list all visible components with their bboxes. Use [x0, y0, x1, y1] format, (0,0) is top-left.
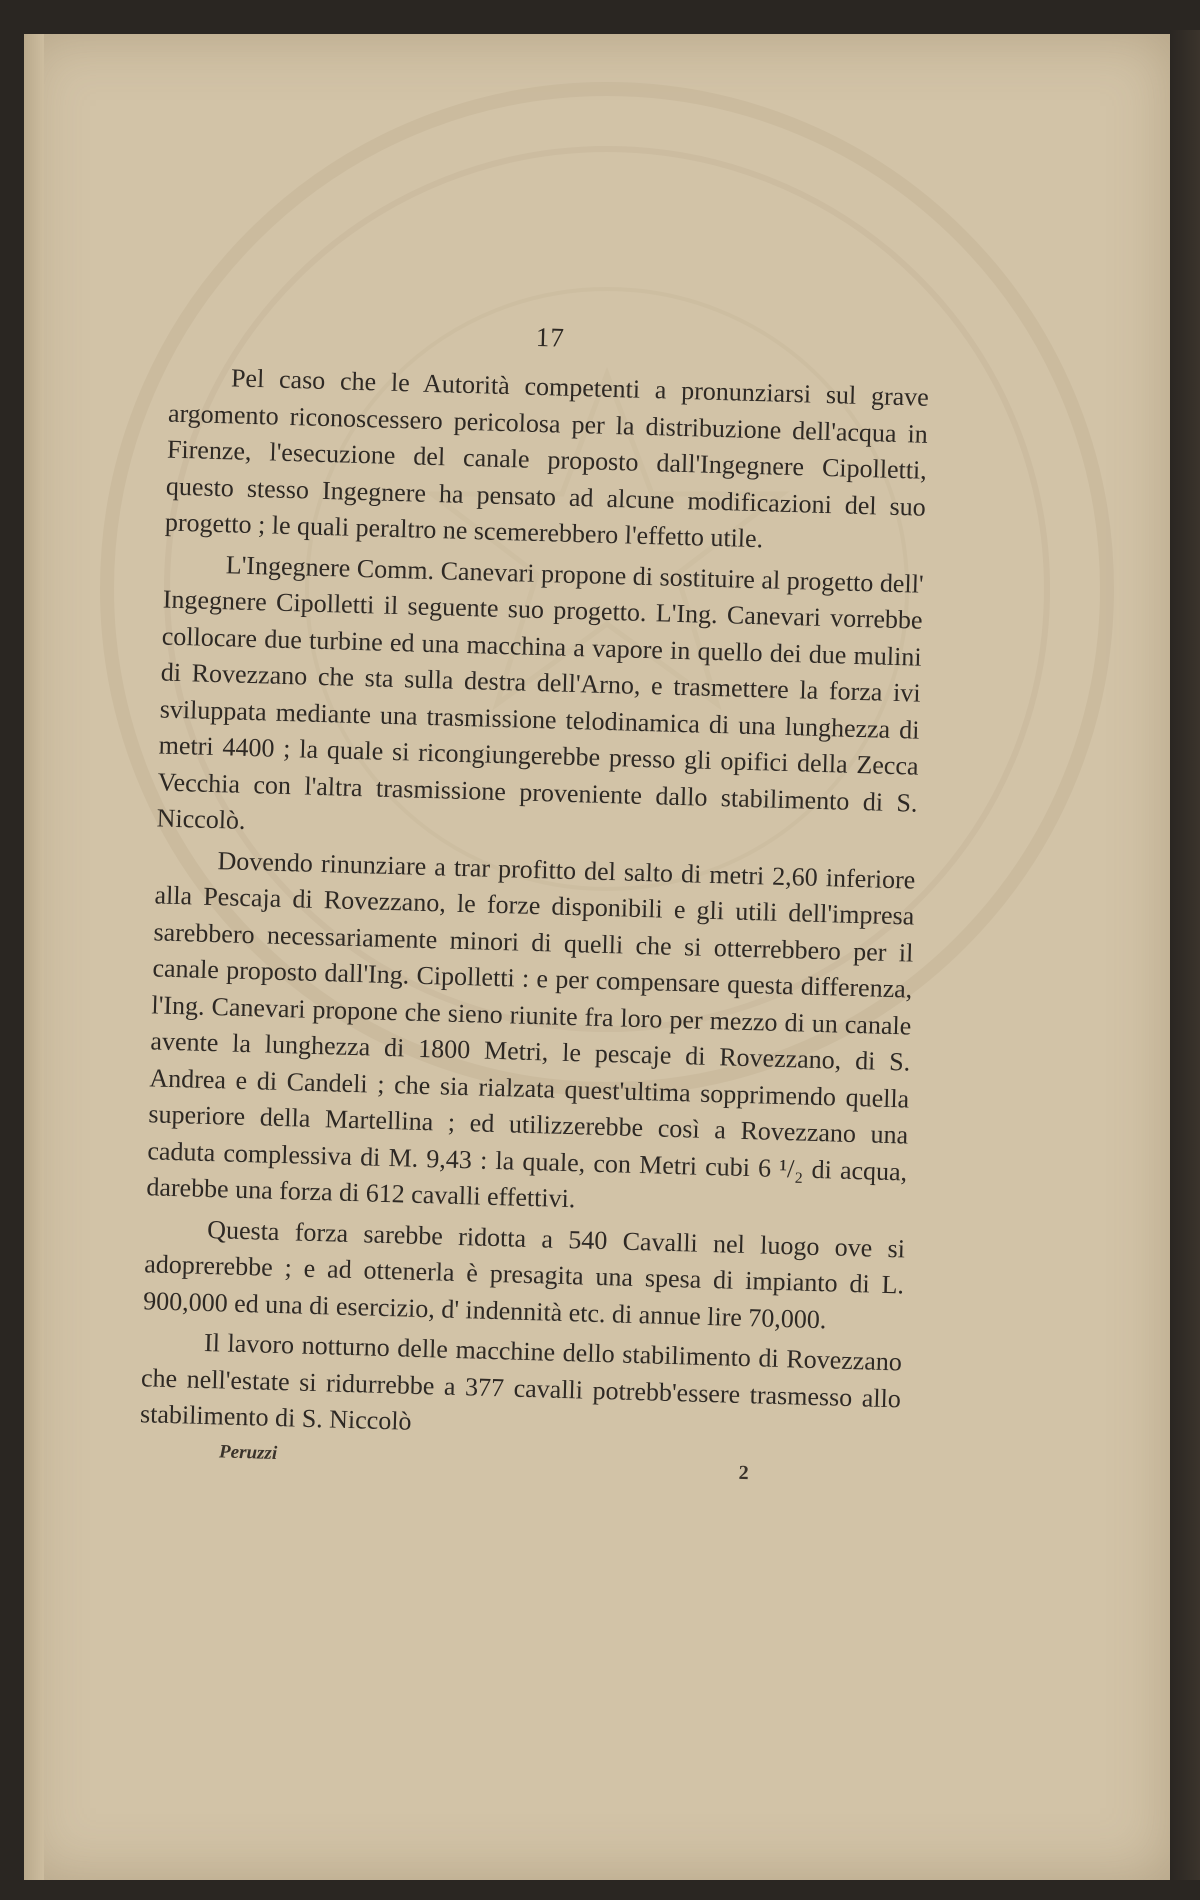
paragraph-1: Pel caso che le Autorità competenti a pronunziarsi sul grave argomento riconoscessero pericolosa per la distribuzione dell'acqua in Firenze, l'esecuzione del canale proposto dall'Ingegnere Cipolletti, questo stesso Ingegnere ha pensato ad alcune modificazioni del suo progetto ; le quali peraltro ne scemerebbero l'effetto utile. [164, 363, 930, 554]
sheet-number: 2 [738, 1461, 750, 1484]
page-spine-edge [24, 34, 44, 1880]
paragraph-4: Questa forza sarebbe ridotta a 540 Cavalli nel luogo ove si adoprerebbe ; e ad ottenerla è presagita una spesa di impianto di L. 900,000 ed una di esercizio, d' indennità etc. di annue lire 70,000. [142, 1214, 906, 1334]
paragraph-2: L'Ingegnere Comm. Canevari propone di sostituire al progetto dell' Ingegnere Cipolletti il seguente suo progetto. L'Ing. Canevari vorrebbe collocare due turbine ed una macchina a vapore in quello dei due mulini di Rovezzano che sta sulla destra dell'Arno, e trasmettere la forza ivi sviluppata mediante una trasmissione telodinamica di una lunghezza di metri 4400 ; la quale si ricongiungerebbe presso gli opifici della Zecca Vecchia con l'altra trasmissione proveniente dallo stabilimento di S. Niccolò. [156, 549, 925, 835]
page-number: 17 [535, 321, 566, 353]
paragraph-5: Il lavoro notturno delle macchine dello stabilimento di Rovezzano che nell'estate si ridurrebbe a 377 cavalli potrebb'essere trasmesso allo stabilimento di S. Niccolò [139, 1327, 903, 1436]
page-text-block [138, 312, 930, 1500]
paragraph-3: Dovendo rinunziare a trar profitto del salto di metri 2,60 inferiore alla Pescaja di Rovezzano, le forze disponibili e gli utili dell'impresa sarebbero necessariamente minori di quelli che si otterrebbero per il canale proposto dall'Ing. Cipolletti : e per compensare questa differenza, l'Ing. Canevari propone che sieno riunite fra loro per mezzo di un canale avente la lunghezza di 1800 Metri, le pescaje di Rovezzano, di S. Andrea e di Candeli ; che sia rialzata quest'ultima sopprimendo quella superiore della Martellina ; ed utilizzerebbe così a Rovezzano una caduta complessiva di M. 9,43 : la quale, con Metri cubi 6 ¹/₂ di acqua, darebbe una forza di 612 cavalli effettivi. [146, 845, 916, 1214]
signature-mark: Peruzzi [218, 1440, 278, 1464]
book-page [24, 34, 1172, 1880]
scan-right-edge [1170, 30, 1200, 1880]
